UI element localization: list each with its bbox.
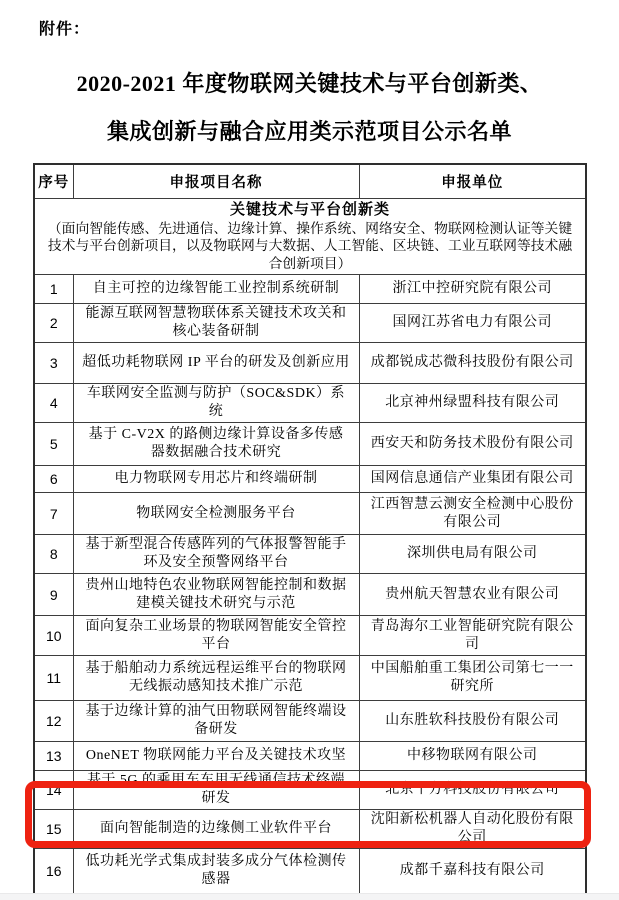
applicant-cell: 中移物联网有限公司 <box>359 742 586 771</box>
project-name-cell: 车联网安全监测与防护（SOC&SDK）系统 <box>73 384 359 423</box>
row-number-cell: 14 <box>34 771 73 810</box>
project-name-cell: 基于船舶动力系统远程运维平台的物联网无线振动感知技术推广示范 <box>73 656 359 701</box>
project-name-cell: 贵州山地特色农业物联网智能控制和数据建模关键技术研究与示范 <box>73 574 359 616</box>
project-name-cell: 基于边缘计算的油气田物联网智能终端设备研发 <box>73 701 359 742</box>
project-name-cell: 面向智能制造的边缘侧工业软件平台 <box>73 810 359 849</box>
table-row <box>34 535 586 574</box>
attachment-label: 附件： <box>39 21 91 38</box>
header-project-name: 申报项目名称 <box>73 164 359 198</box>
table-row <box>34 810 586 849</box>
document-title-line1: 2020-2021 年度物联网关键技术与平台创新类、 <box>76 71 543 96</box>
applicant-cell: 中国船舶重工集团公司第七一一研究所 <box>359 656 586 701</box>
applicant-cell: 北京千方科技股份有限公司 <box>359 771 586 810</box>
section-description: （面向智能传感、先进通信、边缘计算、操作系统、网络安全、物联网检测认证等关键技术与平台创新项目，以及物联网与大数据、人工智能、区块链、工业互联网等技术融合创新项目） <box>47 220 573 271</box>
project-name-cell: 低功耗光学式集成封装多成分气体检测传感器 <box>73 849 359 895</box>
project-name-cell: 基于 5G 的乘用车车用无线通信技术终端研发 <box>73 771 359 810</box>
project-name-cell: 电力物联网专用芯片和终端研制 <box>73 466 359 493</box>
project-name-cell: 面向复杂工业场景的物联网智能安全管控平台 <box>73 616 359 656</box>
table-row <box>34 616 586 656</box>
table-row <box>34 384 586 423</box>
projects-table <box>33 163 587 896</box>
section-title: 关键技术与平台创新类 <box>229 201 390 218</box>
project-name-cell: 能源互联网智慧物联体系关键技术攻关和核心装备研制 <box>73 304 359 343</box>
applicant-cell: 成都锐成芯微科技股份有限公司 <box>359 343 586 384</box>
project-name-cell: 基于新型混合传感阵列的气体报警智能手环及安全预警网络平台 <box>73 535 359 574</box>
table-row <box>34 493 586 535</box>
document-title-line2: 集成创新与融合应用类示范项目公示名单 <box>106 119 512 144</box>
row-number-cell: 5 <box>34 423 73 466</box>
row-number-cell: 6 <box>34 466 73 493</box>
table-row <box>34 656 586 701</box>
applicant-cell: 山东胜软科技股份有限公司 <box>359 701 586 742</box>
table-row <box>34 742 586 771</box>
table-row <box>34 574 586 616</box>
project-name-cell: 自主可控的边缘智能工业控制系统研制 <box>73 275 359 304</box>
bottom-strip <box>0 893 619 900</box>
project-name-cell: 物联网安全检测服务平台 <box>73 493 359 535</box>
table-row <box>34 304 586 343</box>
table-body <box>34 198 586 895</box>
header-applicant-unit: 申报单位 <box>359 164 586 198</box>
table-row <box>34 343 586 384</box>
applicant-cell: 深圳供电局有限公司 <box>359 535 586 574</box>
project-name-cell: 超低功耗物联网 IP 平台的研发及创新应用 <box>73 343 359 384</box>
project-name-cell: OneNET 物联网能力平台及关键技术攻坚 <box>73 742 359 771</box>
row-number-cell: 9 <box>34 574 73 616</box>
table-row <box>34 275 586 304</box>
row-number-cell: 8 <box>34 535 73 574</box>
applicant-cell: 青岛海尔工业智能研究院有限公司 <box>359 616 586 656</box>
applicant-cell: 成都千嘉科技有限公司 <box>359 849 586 895</box>
row-number-cell: 13 <box>34 742 73 771</box>
table-row <box>34 771 586 810</box>
document-title <box>0 60 619 156</box>
row-number-cell: 11 <box>34 656 73 701</box>
applicant-cell: 西安天和防务技术股份有限公司 <box>359 423 586 466</box>
section-header-cell <box>34 198 586 275</box>
row-number-cell: 1 <box>34 275 73 304</box>
section-header-row <box>34 198 586 275</box>
row-number-cell: 2 <box>34 304 73 343</box>
row-number-cell: 12 <box>34 701 73 742</box>
applicant-cell: 江西智慧云测安全检测中心股份有限公司 <box>359 493 586 535</box>
applicant-cell: 国网信息通信产业集团有限公司 <box>359 466 586 493</box>
applicant-cell: 国网江苏省电力有限公司 <box>359 304 586 343</box>
row-number-cell: 7 <box>34 493 73 535</box>
row-number-cell: 15 <box>34 810 73 849</box>
row-number-cell: 4 <box>34 384 73 423</box>
applicant-cell: 沈阳新松机器人自动化股份有限公司 <box>359 810 586 849</box>
applicant-cell: 北京神州绿盟科技有限公司 <box>359 384 586 423</box>
row-number-cell: 16 <box>34 849 73 895</box>
applicant-cell: 贵州航天智慧农业有限公司 <box>359 574 586 616</box>
header-serial-number: 序号 <box>34 164 73 198</box>
table-header-row <box>34 164 586 198</box>
project-name-cell: 基于 C-V2X 的路侧边缘计算设备多传感器数据融合技术研究 <box>73 423 359 466</box>
table-row <box>34 849 586 895</box>
row-number-cell: 3 <box>34 343 73 384</box>
row-number-cell: 10 <box>34 616 73 656</box>
applicant-cell: 浙江中控研究院有限公司 <box>359 275 586 304</box>
table-row <box>34 701 586 742</box>
table-row <box>34 423 586 466</box>
table-row <box>34 466 586 493</box>
